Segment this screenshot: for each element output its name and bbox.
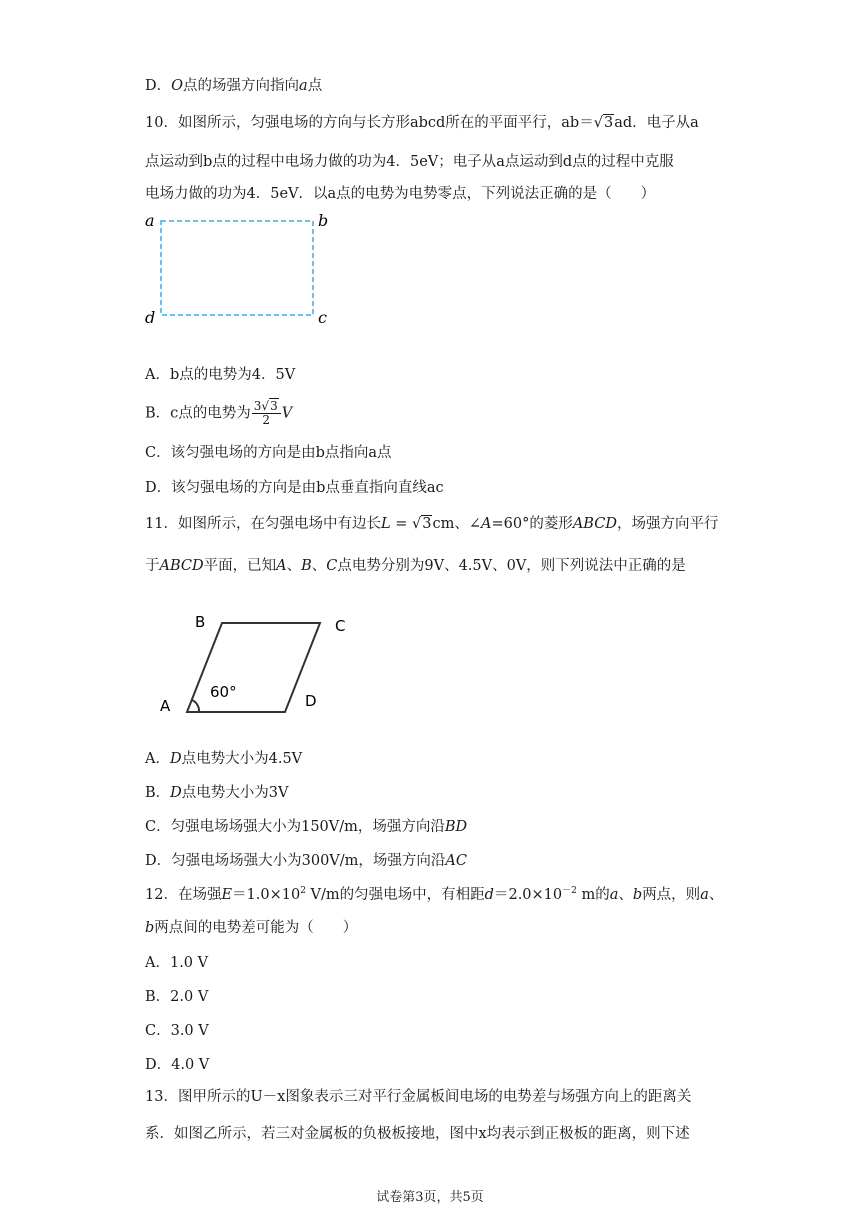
q12-option-c: C．3.0 V [145, 1023, 209, 1039]
q11-option-c: C．匀强电场场强大小为150V/m，场强方向沿BD [145, 819, 468, 835]
page-footer: 试卷第3页，共5页 [376, 1190, 484, 1205]
label-c: c [318, 308, 327, 327]
q13-stem-line2: 系．如图乙所示，若三对金属板的负极板接地，图中x均表示到正极板的距离，则下述 [145, 1126, 690, 1142]
label-a: a [145, 211, 155, 230]
q12-option-a: A．1.0 V [145, 955, 209, 971]
rhombus-abcd [187, 623, 320, 712]
q11-stem-line1: 11．如图所示，在匀强电场中有边长L = √3cm、∠A=60°的菱形ABCD，场强方向平行 [145, 516, 719, 532]
angle-arc [192, 700, 199, 712]
q9-option-d: D．O点的场强方向指向a点 [145, 78, 323, 94]
q10-option-b: B．c点的电势为 $\frac{3√3}{2}$ V [145, 399, 293, 427]
q11-rhombus-figure [150, 605, 370, 725]
q10-stem-line1: 10．如图所示，匀强电场的方向与长方形abcd所在的平面平行，ab＝√3ad．电子从a [145, 115, 699, 131]
rectangle-abcd [161, 221, 313, 315]
q11-stem-line2: 于ABCD平面，已知A、B、C点电势分别为9V、4.5V、0V，则下列说法中正确的是 [145, 558, 686, 574]
q12-option-d: D．4.0 V [145, 1057, 210, 1073]
label-D: D [305, 692, 317, 710]
q10-stem-line3: 电场力做的功为4．5eV．以a点的电势为电势零点，下列说法正确的是（ ） [145, 186, 656, 202]
q12-stem-line1: 12．在场强$E=1.0\times 10^2$ V/m的匀强电场中，有相距$d=2.0\times 10^{-2}$ m的a、b两点，则a、 [145, 886, 724, 903]
q10-option-c: C．该匀强电场的方向是由b点指向a点 [145, 445, 392, 461]
q10-option-a: A．b点的电势为4．5V [145, 367, 296, 383]
q11-option-b: B．D点电势大小为3V [145, 785, 289, 801]
label-B: B [195, 613, 206, 631]
angle-label: 60° [210, 683, 237, 701]
q10-stem-line2: 点运动到b点的过程中电场力做的功为4．5eV；电子从a点运动到d点的过程中克服 [145, 154, 674, 170]
q12-stem-line2: b两点间的电势差可能为（ ） [145, 920, 358, 936]
label-A: A [160, 697, 171, 715]
label-d: d [145, 308, 156, 327]
q13-stem-line1: 13．图甲所示的U－x图象表示三对平行金属板间电场的电势差与场强方向上的距离关 [145, 1089, 692, 1105]
q10-option-d: D．该匀强电场的方向是由b点垂直指向直线ac [145, 480, 444, 496]
q11-option-d: D．匀强电场场强大小为300V/m，场强方向沿AC [145, 853, 467, 869]
label-b: b [318, 211, 329, 230]
label-C: C [335, 617, 346, 635]
fraction: $\frac{3√3}{2}$ [252, 400, 281, 427]
q10-rectangle-figure [140, 208, 340, 333]
q12-option-b: B．2.0 V [145, 989, 209, 1005]
q11-option-a: A．D点电势大小为4.5V [145, 751, 303, 767]
